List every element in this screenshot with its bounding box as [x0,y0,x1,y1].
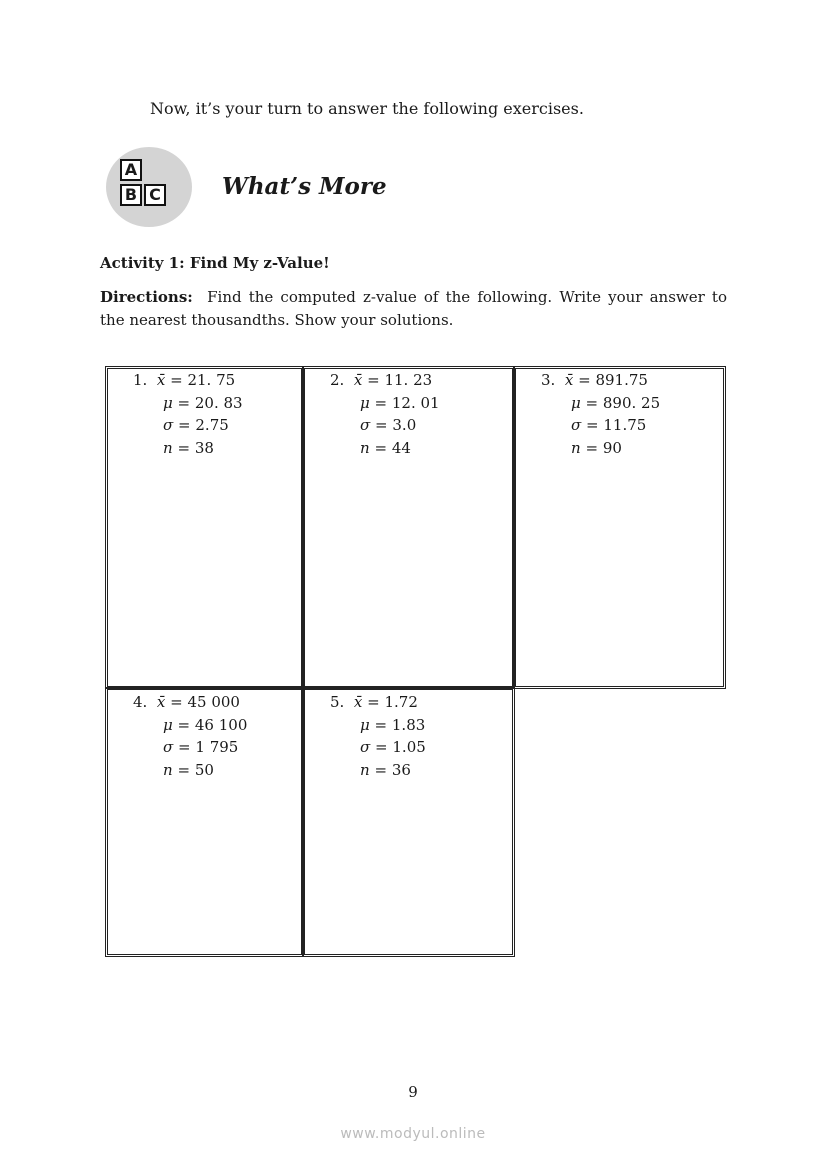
equals-sign: = [177,715,191,734]
sigma-symbol: σ [360,738,371,757]
equals-sign: = [375,738,388,757]
equals-sign: = [170,693,183,711]
equals-sign: = [177,439,191,458]
equals-sign: = [374,439,388,458]
sigma-value: 1.05 [392,738,426,757]
equals-sign: = [170,371,183,389]
xbar-value: 891.75 [595,371,648,389]
block-c: C [144,184,166,206]
equals-sign: = [178,416,191,435]
xbar-value: 1.72 [384,693,418,711]
mu-value: 1.83 [391,715,426,734]
problem-3 [541,369,660,460]
mu-symbol: μ [163,715,173,734]
n-value: 44 [391,439,411,458]
problem-2 [330,369,440,460]
xbar-symbol: x̄ [353,371,363,389]
equals-sign: = [578,371,591,389]
mu-symbol: μ [360,393,370,412]
n-symbol: n [163,439,173,458]
problem-number: 5. [330,693,345,711]
mu-symbol: μ [571,393,581,412]
equals-sign: = [367,371,380,389]
n-symbol: n [360,439,370,458]
directions-text: Find the computed z-value of the following. Write your answer to the nearest thousandths. Show your solutions. [100,288,727,329]
equals-sign: = [374,715,388,734]
sigma-symbol: σ [163,738,174,757]
problem-number: 4. [133,693,148,711]
n-symbol: n [163,761,173,780]
xbar-value: 45 000 [187,693,240,711]
page-number: 9 [408,1083,418,1101]
mu-value: 46 100 [194,715,248,734]
problem-1 [133,369,243,460]
n-value: 50 [194,761,214,780]
equals-sign: = [585,393,599,412]
directions-label: Directions: [100,288,193,306]
n-value: 36 [391,761,411,780]
sigma-value: 3.0 [392,416,417,435]
mu-value: 20. 83 [194,393,243,412]
watermark: www.modyul.online [340,1126,486,1142]
n-value: 38 [194,439,214,458]
equals-sign: = [374,761,388,780]
xbar-symbol: x̄ [156,371,166,389]
xbar-value: 11. 23 [384,371,433,389]
section-title: What’s More [222,173,387,200]
n-value: 90 [602,439,622,458]
xbar-symbol: x̄ [564,371,574,389]
equals-sign: = [177,761,191,780]
block-b: B [120,184,142,206]
problem-number: 3. [541,371,556,389]
equals-sign: = [177,393,191,412]
intro-text: Now, it’s your turn to answer the following exercises. [150,99,584,118]
sigma-value: 2.75 [195,416,229,435]
sigma-value: 1 795 [195,738,239,757]
equals-sign: = [375,416,388,435]
sigma-symbol: σ [571,416,582,435]
mu-value: 12. 01 [391,393,440,412]
sigma-symbol: σ [360,416,371,435]
sigma-symbol: σ [163,416,174,435]
n-symbol: n [360,761,370,780]
sigma-value: 11.75 [603,416,647,435]
xbar-symbol: x̄ [156,693,166,711]
xbar-value: 21. 75 [187,371,236,389]
block-a: A [120,159,142,181]
problem-5 [330,691,426,782]
abc-blocks-icon [106,147,192,227]
equals-sign: = [586,416,599,435]
equals-sign: = [367,693,380,711]
problem-number: 1. [133,371,148,389]
equals-sign: = [374,393,388,412]
problem-number: 2. [330,371,345,389]
xbar-symbol: x̄ [353,693,363,711]
problem-4 [133,691,247,782]
directions [100,286,727,332]
mu-value: 890. 25 [602,393,661,412]
activity-title: Activity 1: Find My z-Value! [100,254,330,272]
mu-symbol: μ [360,715,370,734]
equals-sign: = [178,738,191,757]
mu-symbol: μ [163,393,173,412]
equals-sign: = [585,439,599,458]
n-symbol: n [571,439,581,458]
